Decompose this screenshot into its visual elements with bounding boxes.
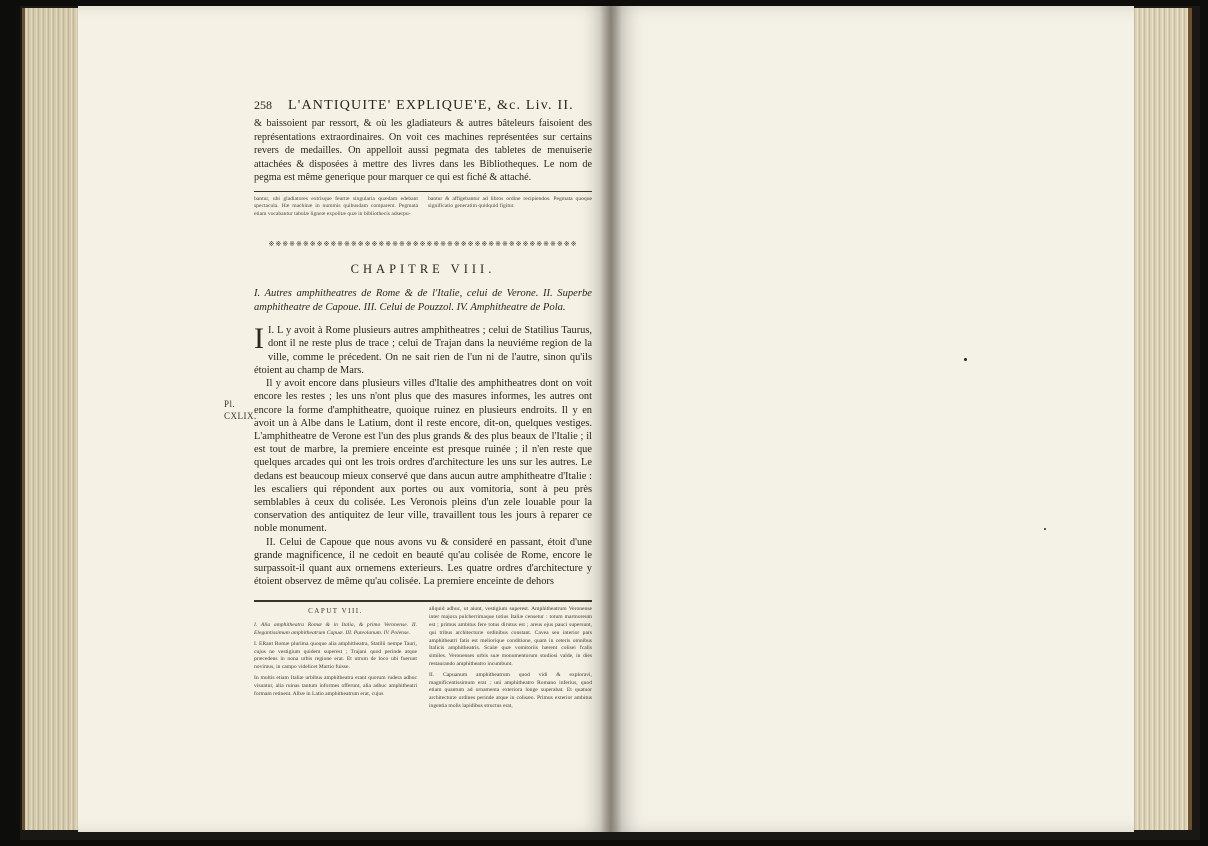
margin-note-line1: Pl. (224, 399, 236, 409)
page-number: 258 (254, 98, 272, 112)
latin-col-2 (429, 606, 592, 713)
body-paragraph-1 (254, 324, 592, 377)
margin-plate-reference (224, 398, 257, 422)
right-page-edges (1126, 8, 1192, 830)
latin-col-1 (254, 606, 417, 713)
ink-speck (964, 358, 967, 361)
running-head-title: L'ANTIQUITE' EXPLIQUE'E, &c. Liv. II. (288, 98, 574, 113)
drop-cap: I (254, 322, 264, 356)
latin-paragraph-1: I. ERant Romæ plurima quoque alia amphitheatra, Statilii nempe Tauri, cujus ne vestigium quidem superest ; Trajani quod perinde atque præcedens in nona urbis regione erat. Et utrum de loco ubi fuerunt novimus, in campo videlicet Martio fuisse. (254, 640, 417, 671)
chapter-summary: I. Autres amphitheatres de Rome & de l'Italie, celui de Verone. II. Superbe amphitheatre de Capoue. III. Celui de Pouzzol. IV. Amphitheatre de Pola. (254, 288, 592, 313)
top-paragraph: & baissoient par ressort, & où les gladiateurs & autres bâteleurs faisoient des représentations extraordinaires. On voit ces machines représentées sur certains revers de medailles. On appelloit aussi pegmata des tabletes de menuiserie attachées & disposées à mettre des livres dans les Bibliotheques. Le nom de pegma est même generique pour marquer ce qui est fiché & attaché. (254, 118, 592, 183)
ornament-band: ※※※※※※※※※※※※※※※※※※※※※※※※※※※※※※※※※※※※※※※※※※※※※ (268, 240, 578, 249)
latin-paragraph-3: aliquid adhuc, ut aiunt, vestigium superest. Amphitheatrum Veronense inter majora pulcherrimaque totius Italiæ censetur : totum marmoreum est ; primus ambitus fere totus dirutus est ; areus ejus pauci supersunt, qui tribus architecturæ ordinibus constant. Cavea seu interior pars amphitheatri fatis est meliorique conditione, quam in ceteris omnibus Italicis amphitheatris. Scalæ quæ vomitoriis hærent colisei fcalis similes. Veronenses urbis suæ monumentorum studiosi valde, in dies restaurando amphitheatro incumbunt. (429, 606, 592, 667)
latin-paragraph-2: In multis etiam Italiæ urbibus amphitheatra erant quorum rudera adhuc visuntur, alia ruinas tantum informes offerunt, alia adhuc amphitheatri formam retinent. Albæ in Latio amphitheatrum erat, cujus (254, 674, 417, 697)
chapter-body (254, 324, 592, 588)
caput-summary: I. Alia amphitheatra Romæ & in Italia, & primo Veronense. II. Elegantissimum amphitheatrum Capuæ. III. Puteolanum. IV. Polense. (254, 622, 417, 636)
ink-speck (1044, 528, 1046, 530)
chapter-title: CHAPITRE VIII. (350, 262, 496, 277)
latin-translation (254, 606, 592, 713)
latin-section-rule (254, 600, 592, 602)
right-page-blank (610, 6, 1134, 832)
body-paragraph-2: Il y avoit encore dans plusieurs villes d'Italie des amphitheatres dont on voit encore les restes ; les uns n'ont plus que des masures informes, les autres ont encore la forme d'amphitheatre, quoique ruinez en plusieurs endroits. Il y en avoit un à Albe dans le Latium, dont il reste encore, dit-on, quelques vestiges. L'amphitheatre de Verone est l'un des plus grands & des plus beaux de l'Italie ; il est tout de marbre, la premiere enceinte est presque ruinée ; il n'en reste que quelques arcades qui ont les trois ordres d'architecture les uns sur les autres. Le dedans est beaucoup mieux conservé que dans aucun autre amphitheatre d'Italie : les escaliers qui répondent aux portes ou aux vomitoria, sont à peu près semblables à ceux du colisée. Les Veronois pleins d'un zele louable pour la conservation des antiquitez de leur ville, travaillent tous les jours à reparer ce noble monument. (254, 378, 592, 535)
body-paragraph-3: II. Celui de Capoue que nous avons vu & consideré en passant, étoit d'une grande magnificence, il ne cedoit en beauté qu'au colisée de Rome, encore le surpassoit-il quant aux ornemens exterieurs. Les quatre ordres d'architecture y étoient observez de même qu'au colisée. La premiere enceinte de dehors (254, 536, 592, 588)
latin-footnote (254, 196, 592, 219)
footnote-rule (254, 191, 592, 192)
margin-note-line2: CXLIX. (224, 411, 257, 421)
footnote-col-1: bantur, ubi gladiatores extrisque feurtæ singularia quædam edebant spectacula. Hæ machinæ in nummis quibusdam comparent. Pegmata etiam vocabantur tabulæ ligneæ expolitæ quæ in bibliothecis adserpu- (254, 195, 418, 217)
caput-title: CAPUT VIII. (308, 607, 363, 616)
latin-paragraph-4: II. Capuanum amphitheatrum quod vidi & exploravi, magnificentissimum erat ; uni amphitheatro Romano inferius, quod etiam quantum ad ornamenta exteriora longe superabat. Et quatuor architecturæ ordines perinde atque in colisæo. Primus exterior ambitus ingentia molis lapidibus structus erat, (429, 671, 592, 709)
footnote-col-2: bantur & affigebantur ad libros ordine recipiendos. Pegmata quoque significatio generatim quidquid figitur. (428, 195, 592, 210)
book-gutter (600, 6, 622, 832)
paragraph-numeral: I. (268, 325, 275, 337)
paragraph-1-text: L y avoit à Rome plusieurs autres amphitheatres ; celui de Statilius Taurus, dont il ne reste plus de trace ; celui de Trajan dans la neuviéme region de la ville, comme le précedent. On ne sait rien de l'un ni de l'autre, sinon qu'ils étoient au champ de Mars. (254, 325, 592, 376)
running-head (254, 98, 592, 114)
page-content (254, 98, 592, 714)
